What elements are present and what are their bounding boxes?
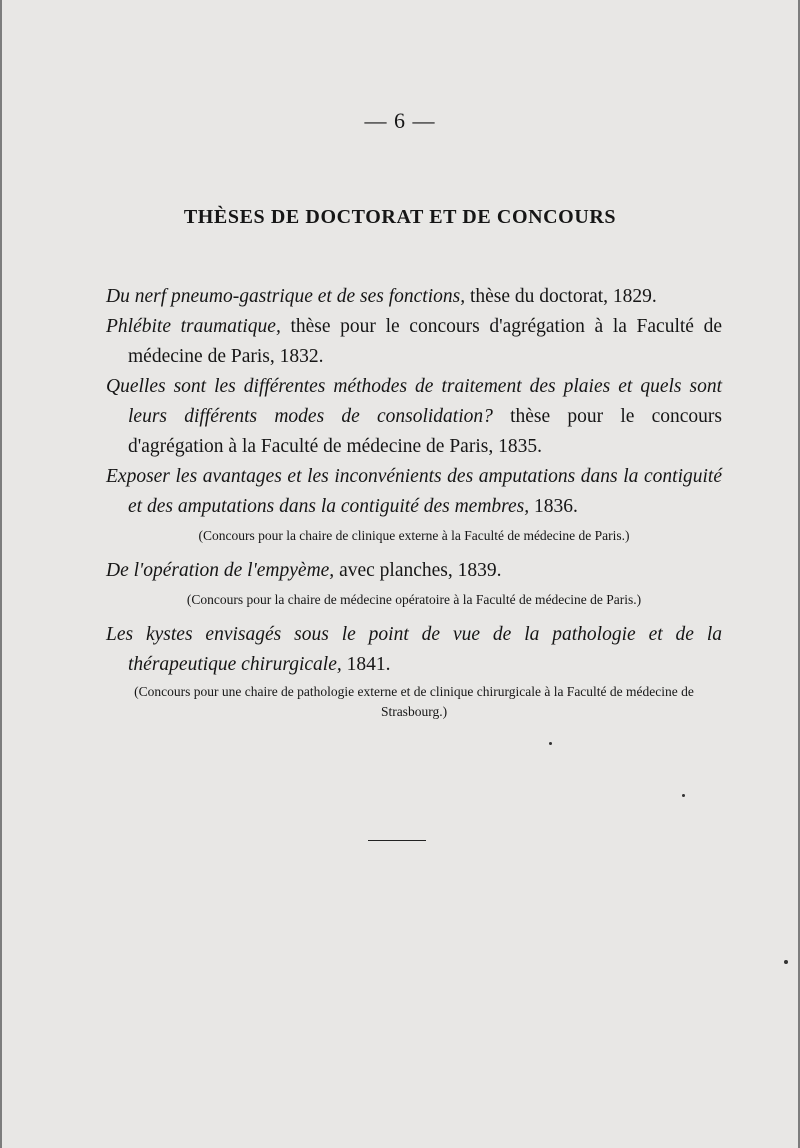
thesis-title: Quelles sont les différentes méthodes de traitement des plaies et quels sont leurs différents modes de consolidation?	[106, 376, 722, 427]
thesis-entry	[106, 462, 722, 522]
concours-note: (Concours pour une chaire de pathologie externe et de clinique chirurgicale à la Faculté de médecine de Strasbourg.)	[134, 684, 694, 719]
thesis-list	[106, 282, 722, 730]
thesis-entry	[106, 282, 722, 312]
paper-speck	[549, 742, 552, 745]
concours-note: (Concours pour la chaire de clinique externe à la Faculté de médecine de Paris.)	[198, 528, 630, 543]
thesis-title: Phlébite traumatique,	[106, 316, 281, 337]
section-heading: THÈSES DE DOCTORAT ET DE CONCOURS	[183, 206, 617, 228]
thesis-title: Exposer les avantages et les inconvénients des amputations dans la contiguité et des amputations dans la contiguité des membres,	[106, 466, 722, 517]
thesis-entry	[106, 372, 722, 462]
concours-note: (Concours pour la chaire de médecine opératoire à la Faculté de médecine de Paris.)	[186, 592, 642, 607]
thesis-details: 1841.	[341, 654, 391, 675]
thesis-title: Du nerf pneumo-gastrique et de ses fonctions,	[106, 286, 466, 307]
page-number: — 6 —	[364, 108, 436, 133]
thesis-details: thèse du doctorat, 1829.	[465, 286, 657, 307]
thesis-details: thèse pour le concours d'agrégation à la Faculté de médecine de Paris, 1832.	[128, 316, 722, 367]
paper-speck	[682, 794, 685, 797]
thesis-details: 1836.	[529, 496, 578, 517]
paper-speck	[784, 960, 788, 964]
thesis-entry	[106, 620, 722, 680]
thesis-entry	[106, 312, 722, 372]
thesis-details: thèse pour le concours d'agrégation à la Faculté de médecine de Paris, 1835.	[128, 406, 722, 457]
thesis-title: Les kystes envisagés sous le point de vue de la pathologie et de la thérapeutique chirurgicale,	[106, 624, 722, 675]
document-page	[2, 0, 798, 1148]
thesis-title: De l'opération de l'empyème,	[106, 560, 335, 581]
thesis-entry	[106, 556, 722, 586]
closing-rule	[368, 840, 426, 841]
thesis-details: avec planches, 1839.	[334, 560, 502, 581]
